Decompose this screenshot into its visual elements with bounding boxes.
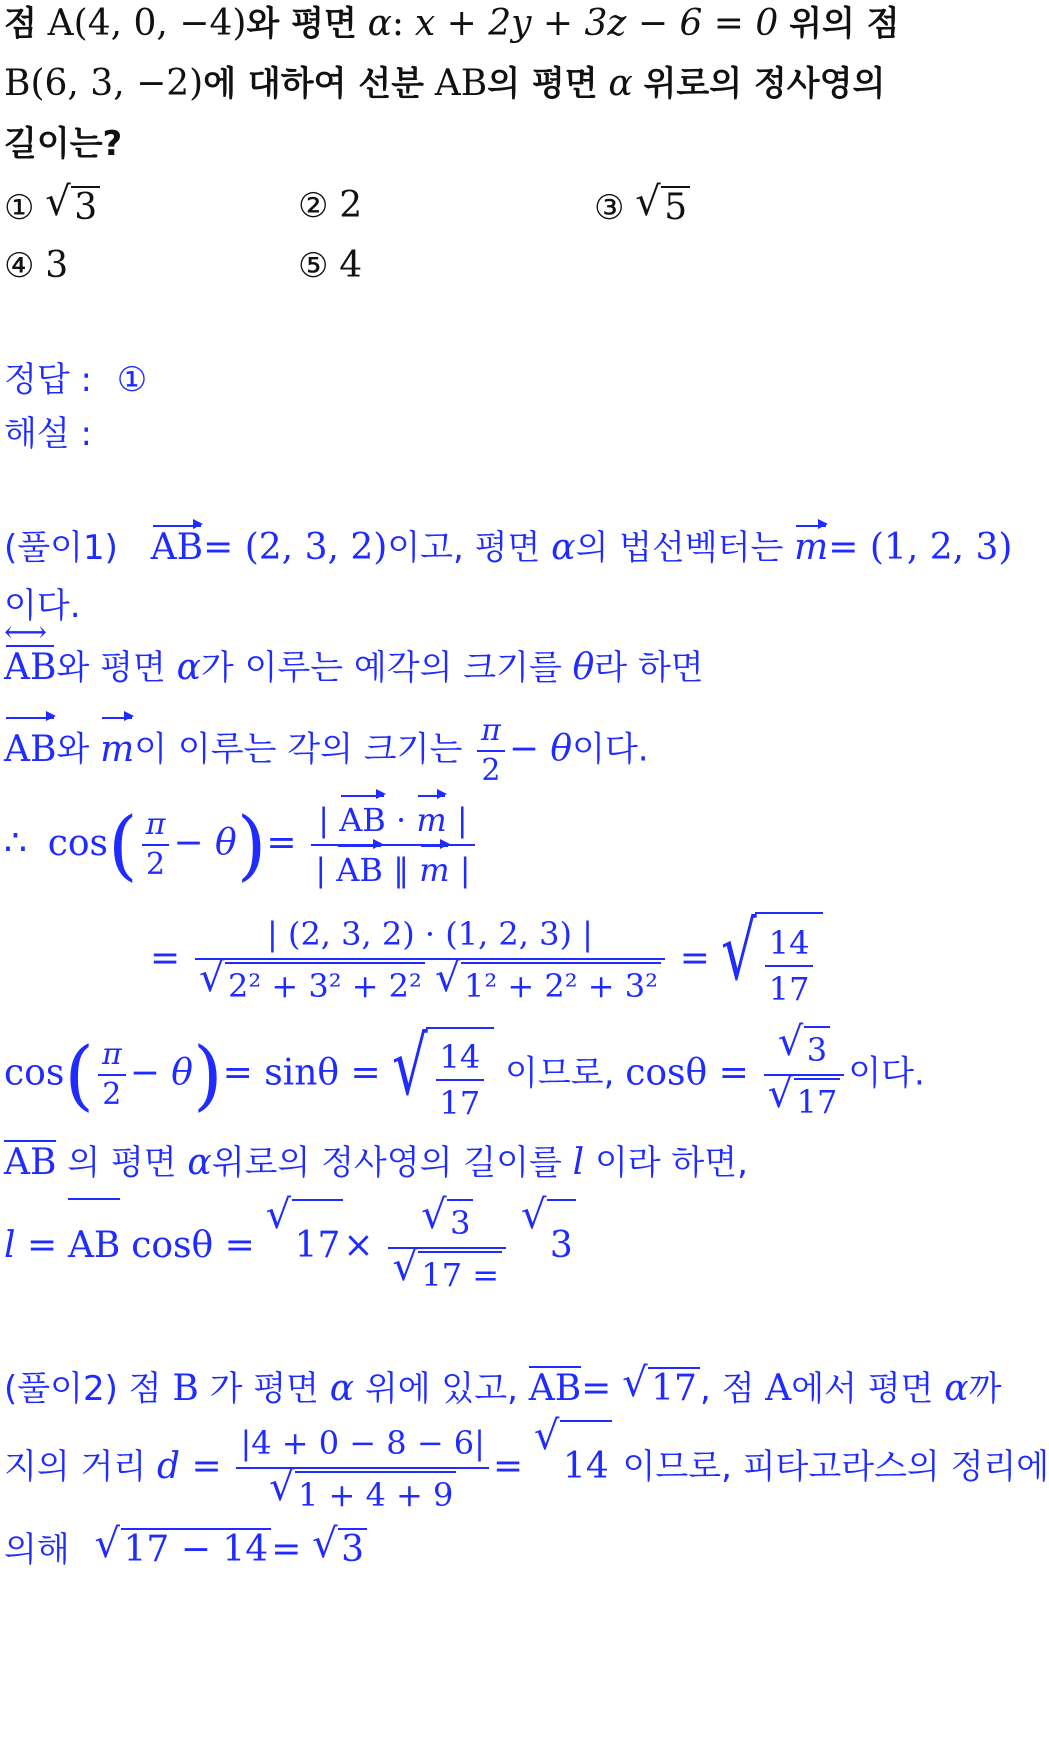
paren-open: ( (108, 800, 138, 889)
choice-value: 5 (661, 186, 690, 228)
choices (0, 186, 993, 286)
numerator: π (477, 714, 505, 752)
cos: cos (4, 1052, 65, 1094)
choice-1[interactable] (4, 186, 100, 228)
length-l: l (572, 1142, 585, 1183)
sqrt-symbol (421, 1199, 473, 1245)
solution-text: 이므로, (505, 1053, 615, 1094)
radicand (426, 1027, 495, 1124)
abs-bar: | (318, 801, 330, 839)
sqrt-symbol (199, 962, 425, 1008)
plane-equation: x + 2y + 3z − 6 = 0 (414, 3, 779, 44)
radicand: 17 = (418, 1251, 502, 1297)
solution-text: 이 이루는 각의 크기는 (134, 729, 463, 770)
radicand: 17 − 14 (121, 1528, 272, 1570)
abs-bar: | (459, 851, 471, 889)
radicand: 17 (292, 1199, 344, 1291)
solution-tag: (풀이1) (4, 528, 118, 568)
problem-line-2 (4, 64, 885, 104)
plane-alpha: α (551, 527, 576, 568)
colon: : (391, 3, 405, 44)
abs-bar: | (456, 801, 468, 839)
vector-ab-value: = (2, 3, 2) (203, 527, 388, 568)
plane-alpha: α (367, 3, 392, 44)
equals: = (271, 1529, 302, 1570)
solution-text: 의 평면 (67, 1143, 177, 1183)
answer-value: ① (116, 360, 148, 400)
sqrt-symbol (721, 912, 824, 1009)
solution-text: 와 (56, 729, 90, 770)
point-a: A (47, 3, 74, 44)
point-b: B (4, 63, 31, 104)
problem-text: 와 평면 (246, 4, 357, 44)
equals: = (266, 822, 297, 864)
solution-text: 이라 하면, (594, 1143, 748, 1183)
solution-text: 라 하면 (594, 648, 704, 688)
sol1-line-8 (4, 1140, 748, 1183)
problem-text: 위의 점 (789, 4, 900, 44)
sin-theta: = sinθ = (222, 1052, 381, 1094)
abs-bar: | (315, 851, 327, 889)
paren-close: ) (236, 800, 267, 889)
sqrt-symbol (45, 186, 100, 228)
sqrt-symbol (622, 1367, 700, 1409)
solution-tag: (풀이2) (4, 1369, 118, 1409)
radicand: 17 (794, 1078, 841, 1124)
numerator (311, 798, 474, 846)
sol1-line-4 (4, 714, 649, 788)
sol1-line-7 (4, 1026, 925, 1124)
normal-vector-m: m (416, 798, 446, 842)
fraction (388, 1199, 506, 1297)
equals: = (581, 1368, 612, 1409)
numerator: √ 14 (765, 923, 814, 967)
problem-text: 길이는? (4, 124, 123, 164)
solution-text: 의해 (4, 1530, 70, 1570)
sqrt-symbol (635, 186, 690, 228)
dot-product-fraction (311, 798, 474, 892)
normal-vector-m: m (100, 720, 134, 780)
choice-value: 3 (45, 245, 69, 286)
choice-5[interactable] (298, 246, 362, 286)
point-a: A (765, 1368, 792, 1409)
choice-4[interactable] (4, 246, 68, 286)
vector-ab: AB (4, 720, 56, 780)
minus-theta: − θ (129, 1052, 193, 1094)
solution-text: 점 (128, 1369, 162, 1409)
problem-text: 의 평면 (487, 64, 598, 104)
vector-ab: AB (336, 848, 383, 892)
solution-text: 가 평면 (209, 1369, 319, 1409)
equals: = (679, 937, 710, 979)
problem-text: 위로의 정사영의 (643, 64, 886, 104)
sqrt-symbol (95, 1528, 272, 1570)
fraction-pi-over-2 (477, 714, 505, 788)
numerator: | (2, 3, 2) · (1, 2, 3) | (195, 912, 665, 960)
solution-text: 지의 거리 (4, 1447, 147, 1487)
radicand: 3 (804, 1026, 830, 1072)
problem-text: 에 대하여 선분 (203, 64, 424, 104)
sqrt-symbol (778, 1026, 830, 1072)
fraction (765, 923, 814, 1009)
sqrt-symbol (392, 1027, 495, 1124)
normal-vector-m: m (794, 527, 829, 568)
choice-number: ⑤ (298, 246, 329, 286)
solution-text: 의 법선벡터는 (575, 528, 784, 568)
choice-number: ② (298, 186, 329, 226)
radicand: 1 + 4 + 9 (295, 1471, 456, 1517)
cos-theta: cosθ = (625, 1052, 749, 1094)
distance-fraction (236, 1421, 488, 1517)
choice-number: ① (4, 188, 35, 228)
radicand: 1² + 2² + 3² (461, 962, 661, 1008)
segment-ab: AB (434, 63, 488, 104)
numerator: |4 + 0 − 8 − 6| (236, 1421, 488, 1469)
denominator: 17 (439, 1084, 481, 1123)
sol2-line-3 (4, 1528, 367, 1570)
sol1-line-9 (4, 1198, 576, 1297)
denominator (311, 846, 474, 892)
solution-text: 이므로, 피타고라스의 정리에 (622, 1447, 1049, 1487)
fraction-pi-over-2 (142, 808, 170, 882)
numerator: π (98, 1038, 126, 1076)
sqrt-symbol (768, 1078, 841, 1124)
theta: θ (572, 647, 595, 688)
sqrt-symbol (521, 1199, 576, 1291)
answer-line (4, 360, 147, 400)
choice-number: ④ (4, 246, 35, 286)
solution-text: 위에 있고, (364, 1369, 518, 1409)
problem-line-1 (4, 4, 900, 44)
vector-ab: AB (339, 798, 386, 842)
sqrt-symbol (266, 1199, 344, 1291)
radicand: 14 (560, 1420, 612, 1512)
denominator (388, 1249, 506, 1297)
radicand (755, 912, 824, 1009)
minus-theta: − θ (173, 822, 237, 864)
minus-theta: − θ (508, 728, 573, 770)
solution-text: 이다. (572, 729, 649, 770)
sol1-line-5 (4, 798, 479, 892)
solution-text: 이다. (848, 1053, 925, 1094)
sol1-line-3 (4, 648, 704, 688)
choice-value: 4 (339, 245, 363, 286)
fraction-pi-over-2 (98, 1038, 126, 1112)
radicand: 2² + 3² + 2² (225, 962, 425, 1008)
sqrt-symbol (269, 1471, 456, 1517)
sqrt-symbol (435, 962, 661, 1008)
denominator: 2 (102, 1077, 122, 1112)
dot-operator: · (395, 801, 407, 839)
sol1-line-1 (4, 528, 1012, 568)
segment-ab: AB (528, 1368, 582, 1409)
vector-ab: AB (150, 527, 204, 568)
denominator (236, 1469, 488, 1517)
denominator (195, 960, 665, 1008)
solution-text: , 점 (699, 1369, 755, 1409)
problem-line-3 (4, 124, 122, 164)
solution-text: 가 이루는 예각의 크기를 (200, 648, 562, 688)
choice-number: ③ (594, 188, 625, 228)
paren-close: ) (192, 1030, 223, 1119)
solution-text: 에서 평면 (791, 1369, 934, 1409)
normal-vector-value: = (1, 2, 3) (828, 527, 1013, 568)
point-b: B (172, 1368, 199, 1409)
denominator: 2 (481, 753, 501, 788)
choice-3[interactable] (594, 186, 690, 228)
norm-bar: ‖ (393, 851, 410, 889)
choice-2[interactable] (298, 186, 362, 226)
cos: cos (47, 822, 109, 864)
choice-value: 2 (339, 185, 363, 226)
distance-d: d = (157, 1446, 222, 1487)
sol1-line-6 (150, 912, 823, 1009)
segment-ab: AB (4, 1142, 57, 1183)
sqrt-symbol (312, 1528, 367, 1570)
solution-text: 와 평면 (56, 648, 166, 688)
explanation-line (4, 414, 92, 454)
sqrt-symbol (392, 1251, 502, 1297)
cos-theta: cosθ = (131, 1225, 255, 1266)
computed-fraction (195, 912, 665, 1008)
line-ab: AB ⟷ (4, 648, 56, 688)
plane-alpha: α (944, 1368, 969, 1409)
solution-text: 이고, 평면 (387, 528, 541, 568)
numerator (388, 1199, 506, 1249)
point-b-coords: (6, 3, −2) (30, 63, 204, 104)
numerator: π (142, 808, 170, 846)
plane-alpha: α (329, 1368, 355, 1409)
radicand: 3 (447, 1199, 473, 1245)
sol2-line-2 (4, 1420, 1049, 1517)
explanation-label: 해설 : (4, 414, 92, 454)
radicand: 3 (547, 1199, 576, 1291)
problem-text: 점 (4, 4, 37, 44)
solution-text: 위로의 정사영의 길이를 (211, 1143, 562, 1183)
radicand: 17 (648, 1367, 700, 1409)
plane-alpha: α (187, 1142, 212, 1183)
l-equals: l = (4, 1225, 58, 1266)
numerator (764, 1026, 845, 1076)
equals: = (492, 1446, 524, 1487)
point-a-coords: (4, 0, −4) (73, 3, 247, 44)
numerator: √ 14 (436, 1037, 485, 1081)
choice-value: 3 (71, 186, 100, 228)
segment-ab: AB (68, 1198, 120, 1291)
denominator (764, 1076, 845, 1124)
paren-open: ( (64, 1030, 94, 1119)
sol2-line-1 (4, 1366, 1001, 1409)
fraction (436, 1037, 485, 1123)
radicand: 3 (338, 1528, 367, 1570)
plane-alpha: α (176, 647, 201, 688)
normal-vector-m: m (419, 848, 449, 892)
sqrt-symbol (534, 1420, 612, 1512)
solution-text: 이다. (4, 586, 81, 626)
times: × (343, 1225, 374, 1266)
solution-text: 까 (968, 1369, 1002, 1409)
cos-theta-fraction (764, 1026, 845, 1124)
therefore-symbol: ∴ (4, 822, 27, 864)
denominator: 2 (146, 847, 166, 882)
plane-alpha: α (608, 63, 633, 104)
answer-label: 정답 : (4, 360, 92, 400)
denominator: 17 (768, 969, 810, 1008)
equals: = (150, 937, 181, 979)
